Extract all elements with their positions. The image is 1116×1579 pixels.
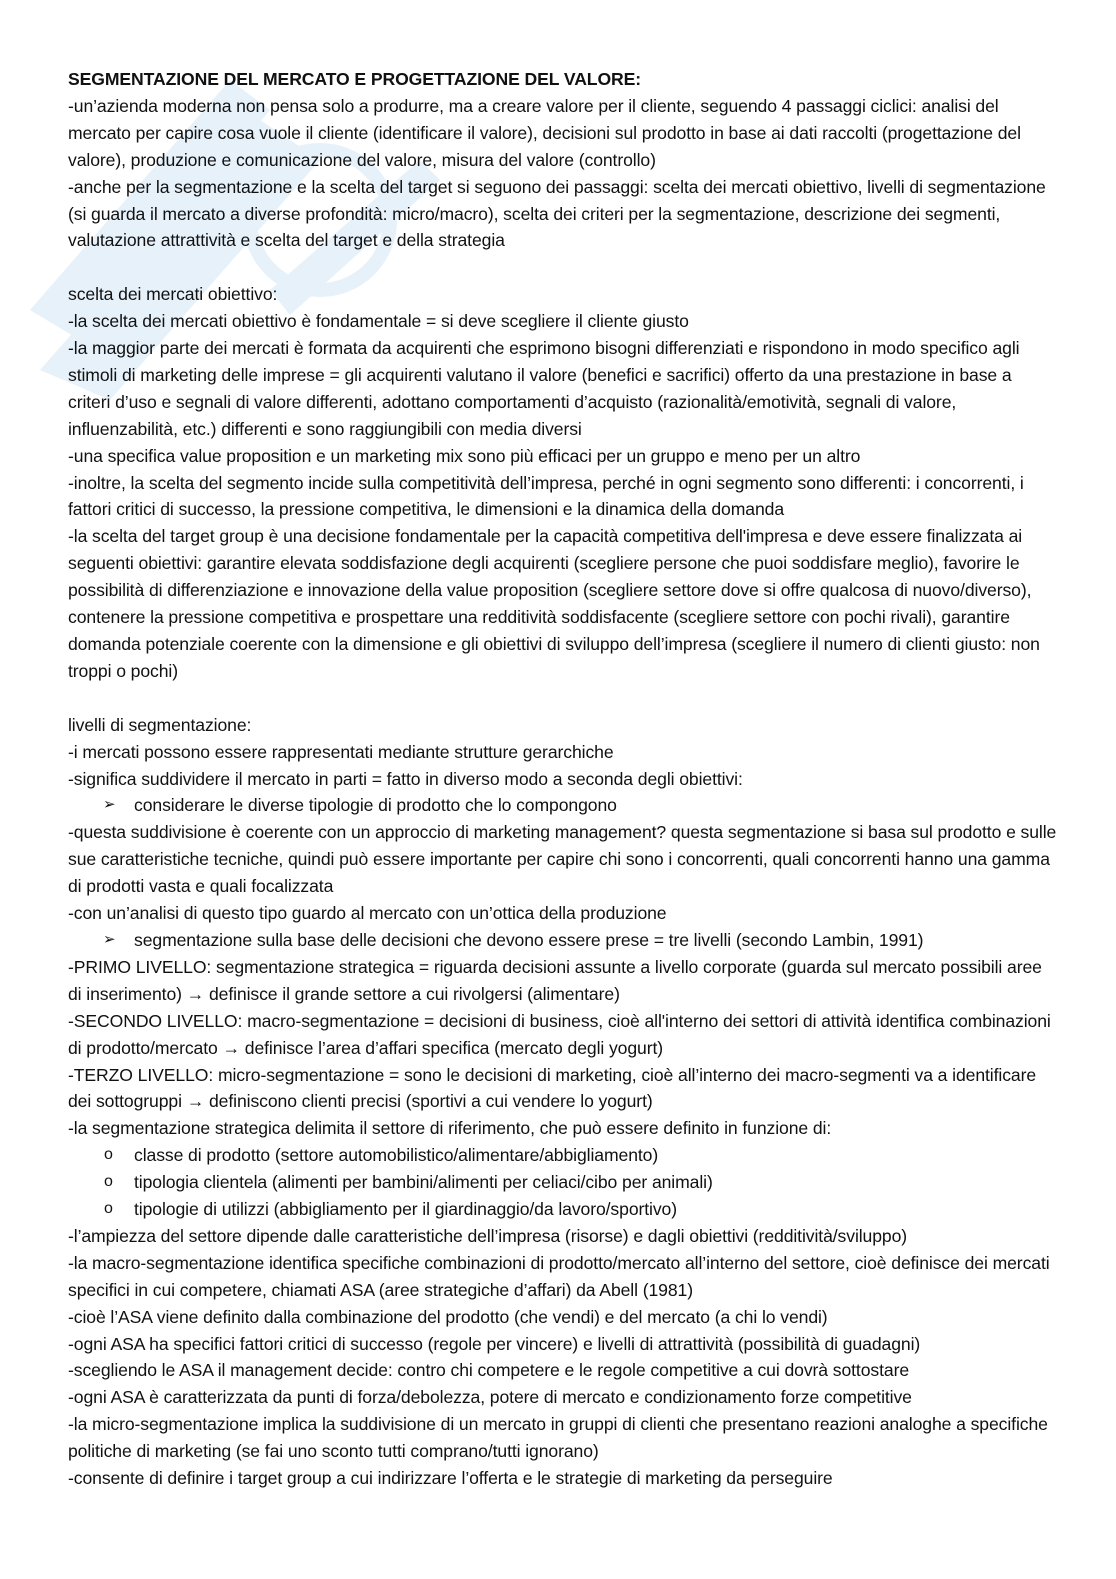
level-paragraph: -SECONDO LIVELLO: macro-segmentazione = decisioni di business, cioè all'interno dei settori di attività identifica combinazioni di prodotto/mercato → definisce l’area d’affari specifica (mercato degli yogurt)	[68, 1010, 1051, 1058]
arrow-bullet-item	[68, 927, 1058, 954]
body-paragraph: -la micro-segmentazione implica la suddivisione di un mercato in gruppi di clienti che presentano reazioni analoghe a specifiche politiche di marketing (se fai uno sconto tutti comprano/tutti ignorano)	[68, 1414, 1048, 1462]
arrow-bullet-icon: ➢	[103, 930, 116, 948]
arrow-bullet-icon: ➢	[103, 796, 116, 814]
body-paragraph: -la scelta del target group è una decisione fondamentale per la capacità competitiva dell'impresa e deve essere finalizzata ai seguenti obiettivi: garantire elevata soddisfazione degli acquirenti (scegliere persone che puoi soddisfare meglio), favorire le possibilità di differenziazione e innovazione della value proposition (scegliere settore dove si offre qualcosa di nuovo/diverso), contenere la pressione competitiva e prospettare una redditività soddisfacente (scegliere settore con pochi rivali), garantire domanda potenziale coerente con la dimensione e gli obiettivi di sviluppo dell’impresa (scegliere il numero di clienti giusto: non troppi o pochi)	[68, 526, 1040, 681]
circle-bullet-item	[68, 1169, 1058, 1196]
body-paragraph: -una specifica value proposition e un marketing mix sono più efficaci per un gruppo e meno per un altro	[68, 445, 861, 466]
body-paragraph: -la maggior parte dei mercati è formata da acquirenti che esprimono bisogni differenziati e rispondono in modo specifico agli stimoli di marketing delle imprese = gli acquirenti valutano il valore (benefici e sacrifici) offerto da una prestazione in base a criteri d’uso e segnali di valore differenti, adottano comportamenti d’acquisto (razionalità/emotività, segnali di valore, influenzabilità, etc.) differenti e sono raggiungibili con media diversi	[68, 338, 1020, 439]
circle-bullet-icon: o	[104, 1146, 113, 1164]
level-paragraph: -TERZO LIVELLO: micro-segmentazione = sono le decisioni di marketing, cioè all’interno dei macro-segmenti va a identificare dei sottogruppi → definiscono clienti precisi (sportivi a cui vendere lo yogurt)	[68, 1064, 1037, 1112]
bullet-text: segmentazione sulla base delle decisioni che devono essere prese = tre livelli (secondo Lambin, 1991)	[134, 929, 924, 950]
body-paragraph: -consente di definire i target group a cui indirizzare l’offerta e le strategie di marketing da perseguire	[68, 1468, 833, 1489]
bullet-text: classe di prodotto (settore automobilistico/alimentare/abbigliamento)	[134, 1145, 659, 1166]
level-paragraph: -PRIMO LIVELLO: segmentazione strategica = riguarda decisioni assunte a livello corporate (guarda sul mercato possibili aree di inserimento) → definisce il grande settore a cui rivolgersi (alimentare)	[68, 956, 1042, 1004]
intro-paragraph: -un’azienda moderna non pensa solo a produrre, ma a creare valore per il cliente, seguendo 4 passaggi ciclici: analisi del mercato per capire cosa vuole il cliente (identificare il valore), decisioni sul prodotto in base ai dati raccolti (progettazione del valore), produzione e comunicazione del valore, misura del valore (controllo)	[68, 95, 1021, 170]
body-paragraph: -la scelta dei mercati obiettivo è fondamentale = si deve scegliere il cliente giusto	[68, 311, 689, 332]
body-paragraph: -ogni ASA è caratterizzata da punti di forza/debolezza, potere di mercato e condizionamento forze competitive	[68, 1387, 912, 1408]
intro-paragraph: -anche per la segmentazione e la scelta del target si seguono dei passaggi: scelta dei mercati obiettivo, livelli di segmentazione (si guarda il mercato a diverse profondità: micro/macro), scelta dei criteri per la segmentazione, descrizione dei segmenti, valutazione attrattività e scelta del target e della strategia	[68, 176, 1046, 251]
document-page	[68, 66, 1058, 1492]
body-paragraph: -questa suddivisione è coerente con un approccio di marketing management? questa segmentazione si basa sul prodotto e sulle sue caratteristiche tecniche, quindi può essere importante per capire chi sono i concorrenti, quali concorrenti hanno una gamma di prodotti vasta e quali focalizzata	[68, 822, 1057, 897]
body-paragraph: -la macro-segmentazione identifica specifiche combinazioni di prodotto/mercato all’interno del settore, cioè definisce dei mercati specifici in cui competere, chiamati ASA (aree strategiche d’affari) da Abell (1981)	[68, 1252, 1050, 1300]
body-paragraph: -la segmentazione strategica delimita il settore di riferimento, che può essere definito in funzione di:	[68, 1118, 832, 1139]
section-heading: scelta dei mercati obiettivo:	[68, 284, 278, 305]
bullet-text: tipologia clientela (alimenti per bambini/alimenti per celiaci/cibo per animali)	[134, 1172, 713, 1193]
bullet-text: considerare le diverse tipologie di prodotto che lo compongono	[134, 795, 617, 816]
circle-bullet-item	[68, 1142, 1058, 1169]
body-paragraph: -cioè l’ASA viene definito dalla combinazione del prodotto (che vendi) e del mercato (a chi lo vendi)	[68, 1306, 828, 1327]
arrow-bullet-item	[68, 792, 1058, 819]
document-title: SEGMENTAZIONE DEL MERCATO E PROGETTAZIONE DEL VALORE:	[68, 69, 642, 89]
circle-bullet-item	[68, 1196, 1058, 1223]
body-paragraph: -ogni ASA ha specifici fattori critici di successo (regole per vincere) e livelli di attrattività (possibilità di guadagni)	[68, 1333, 921, 1354]
body-paragraph: -scegliendo le ASA il management decide: contro chi competere e le regole competitive a cui dovrà sottostare	[68, 1360, 910, 1381]
body-paragraph: -significa suddividere il mercato in parti = fatto in diverso modo a seconda degli obiettivi:	[68, 768, 743, 789]
body-paragraph: -l’ampiezza del settore dipende dalle caratteristiche dell’impresa (risorse) e dagli obiettivi (redditività/sviluppo)	[68, 1225, 908, 1246]
section-heading: livelli di segmentazione:	[68, 714, 252, 735]
body-paragraph: -i mercati possono essere rappresentati mediante strutture gerarchiche	[68, 741, 614, 762]
body-paragraph: -con un’analisi di questo tipo guardo al mercato con un’ottica della produzione	[68, 903, 667, 924]
body-paragraph: -inoltre, la scelta del segmento incide sulla competitività dell’impresa, perché in ogni segmento sono differenti: i concorrenti, i fattori critici di successo, la pressione competitiva, le dimensioni e la dinamica della domanda	[68, 472, 1024, 520]
circle-bullet-icon: o	[104, 1173, 113, 1191]
circle-bullet-icon: o	[104, 1200, 113, 1218]
bullet-text: tipologie di utilizzi (abbigliamento per il giardinaggio/da lavoro/sportivo)	[134, 1199, 677, 1220]
